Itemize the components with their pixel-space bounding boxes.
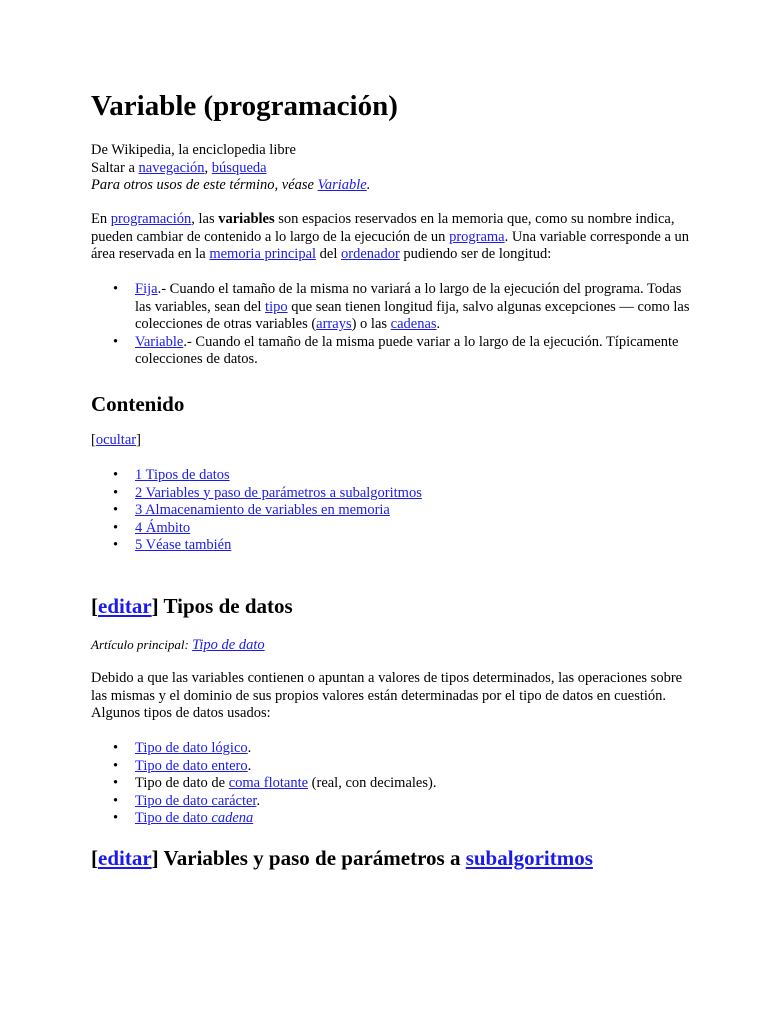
cadenas-link[interactable]: cadenas: [390, 316, 437, 332]
jump-search-link[interactable]: búsqueda: [211, 159, 267, 176]
jump-navigation-link[interactable]: navegación: [138, 159, 205, 176]
jump-line: Saltar a navegación, búsqueda: [91, 159, 267, 176]
list-item: • Tipo de dato entero.: [135, 758, 691, 776]
toc-link-almacenamiento[interactable]: 3 Almacenamiento de variables en memoria: [135, 502, 390, 518]
source-line: De Wikipedia, la enciclopedia libre: [91, 142, 296, 158]
toc-toggle: [ocultar]: [91, 432, 141, 448]
toc-list-block: [91, 467, 691, 555]
toc-list: [91, 467, 691, 555]
variable-link[interactable]: Variable: [135, 333, 184, 350]
toc-link-vease[interactable]: 5 Véase también: [135, 537, 232, 553]
toc-item: [135, 502, 691, 520]
toc-link-ambito[interactable]: 4 Ámbito: [135, 519, 191, 536]
arrays-link[interactable]: arrays: [316, 316, 352, 332]
tipo-link[interactable]: tipo: [265, 298, 288, 315]
list-item: • Tipo de dato carácter.: [135, 793, 691, 811]
toc-item: [135, 485, 691, 503]
list-item: • Fija.- Cuando el tamaño de la misma no variará a lo largo de la ejecución del programa. Todas las variables, sean del tipo que sean tienen longitud fija, salvo algunas excepciones — como las colecciones de otras variables (arrays) o las cadenas.: [135, 281, 691, 334]
list-item: [135, 810, 691, 828]
tipo-cadena-link[interactable]: Tipo de dato cadena: [135, 810, 254, 826]
toc-item: [135, 537, 691, 555]
toc-link-parametros[interactable]: 2 Variables y paso de parámetros a subalgoritmos: [135, 484, 422, 501]
toc-hide-link[interactable]: ocultar: [95, 432, 137, 448]
coma-flotante-link[interactable]: coma flotante: [228, 775, 309, 791]
programa-link[interactable]: programa: [449, 228, 505, 245]
edit-link-parametros[interactable]: editar: [98, 846, 152, 870]
page-title: Variable (programación): [91, 90, 398, 122]
tipo-entero-link[interactable]: Tipo de dato entero: [135, 757, 248, 774]
subalgoritmos-link[interactable]: subalgoritmos: [465, 846, 593, 870]
subtitle-block: [91, 142, 691, 195]
list-item: • Tipo de dato de coma flotante (real, con decimales).: [135, 775, 691, 793]
programacion-link[interactable]: programación: [110, 211, 192, 227]
other-uses-note: Para otros usos de este término, véase Variable.: [91, 177, 371, 193]
tipo-caracter-link[interactable]: Tipo de dato carácter: [135, 792, 257, 809]
tipo-logico-link[interactable]: Tipo de dato lógico: [135, 740, 248, 756]
ordenador-link[interactable]: ordenador: [341, 246, 400, 262]
types-list: [91, 740, 691, 828]
other-uses-link[interactable]: Variable: [317, 177, 367, 193]
length-list: [91, 281, 691, 369]
types-list-block: [91, 740, 691, 828]
toc-item: [135, 467, 691, 485]
toc-heading: Contenido: [91, 392, 185, 416]
list-item: • Tipo de dato lógico.: [135, 740, 691, 758]
toc-item: [135, 520, 691, 538]
list-item: • Variable.- Cuando el tamaño de la misma puede variar a lo largo de la ejecución. Típicamente colecciones de datos.: [135, 334, 691, 369]
memoria-principal-link[interactable]: memoria principal: [209, 246, 317, 262]
tipos-paragraph: Debido a que las variables contienen o apuntan a valores de tipos determinados, las operaciones sobre las mismas y el dominio de sus propios valores están determinadas por el tipo de datos en cuestión. Algunos tipos de datos usados:: [91, 670, 683, 721]
length-list-block: [91, 281, 691, 369]
section-tipos-heading: [editar] Tipos de datos: [91, 594, 293, 618]
section-parametros-heading: [editar] Variables y paso de parámetros a subalgoritmos: [91, 846, 593, 870]
fija-link[interactable]: Fija: [135, 281, 158, 297]
edit-link-tipos[interactable]: editar: [98, 594, 152, 618]
intro-paragraph: En programación, las variables son espacios reservados en la memoria que, como su nombre indica, pueden cambiar de contenido a lo largo de la ejecución de un programa. Una variable corresponde a un área reservada en la memoria principal del ordenador pudiendo ser de longitud:: [91, 211, 690, 262]
tipo-de-dato-link[interactable]: Tipo de dato: [192, 637, 265, 653]
main-article-note: Artículo principal: Tipo de dato: [91, 637, 265, 653]
toc-link-tipos[interactable]: 1 Tipos de datos: [135, 467, 230, 483]
